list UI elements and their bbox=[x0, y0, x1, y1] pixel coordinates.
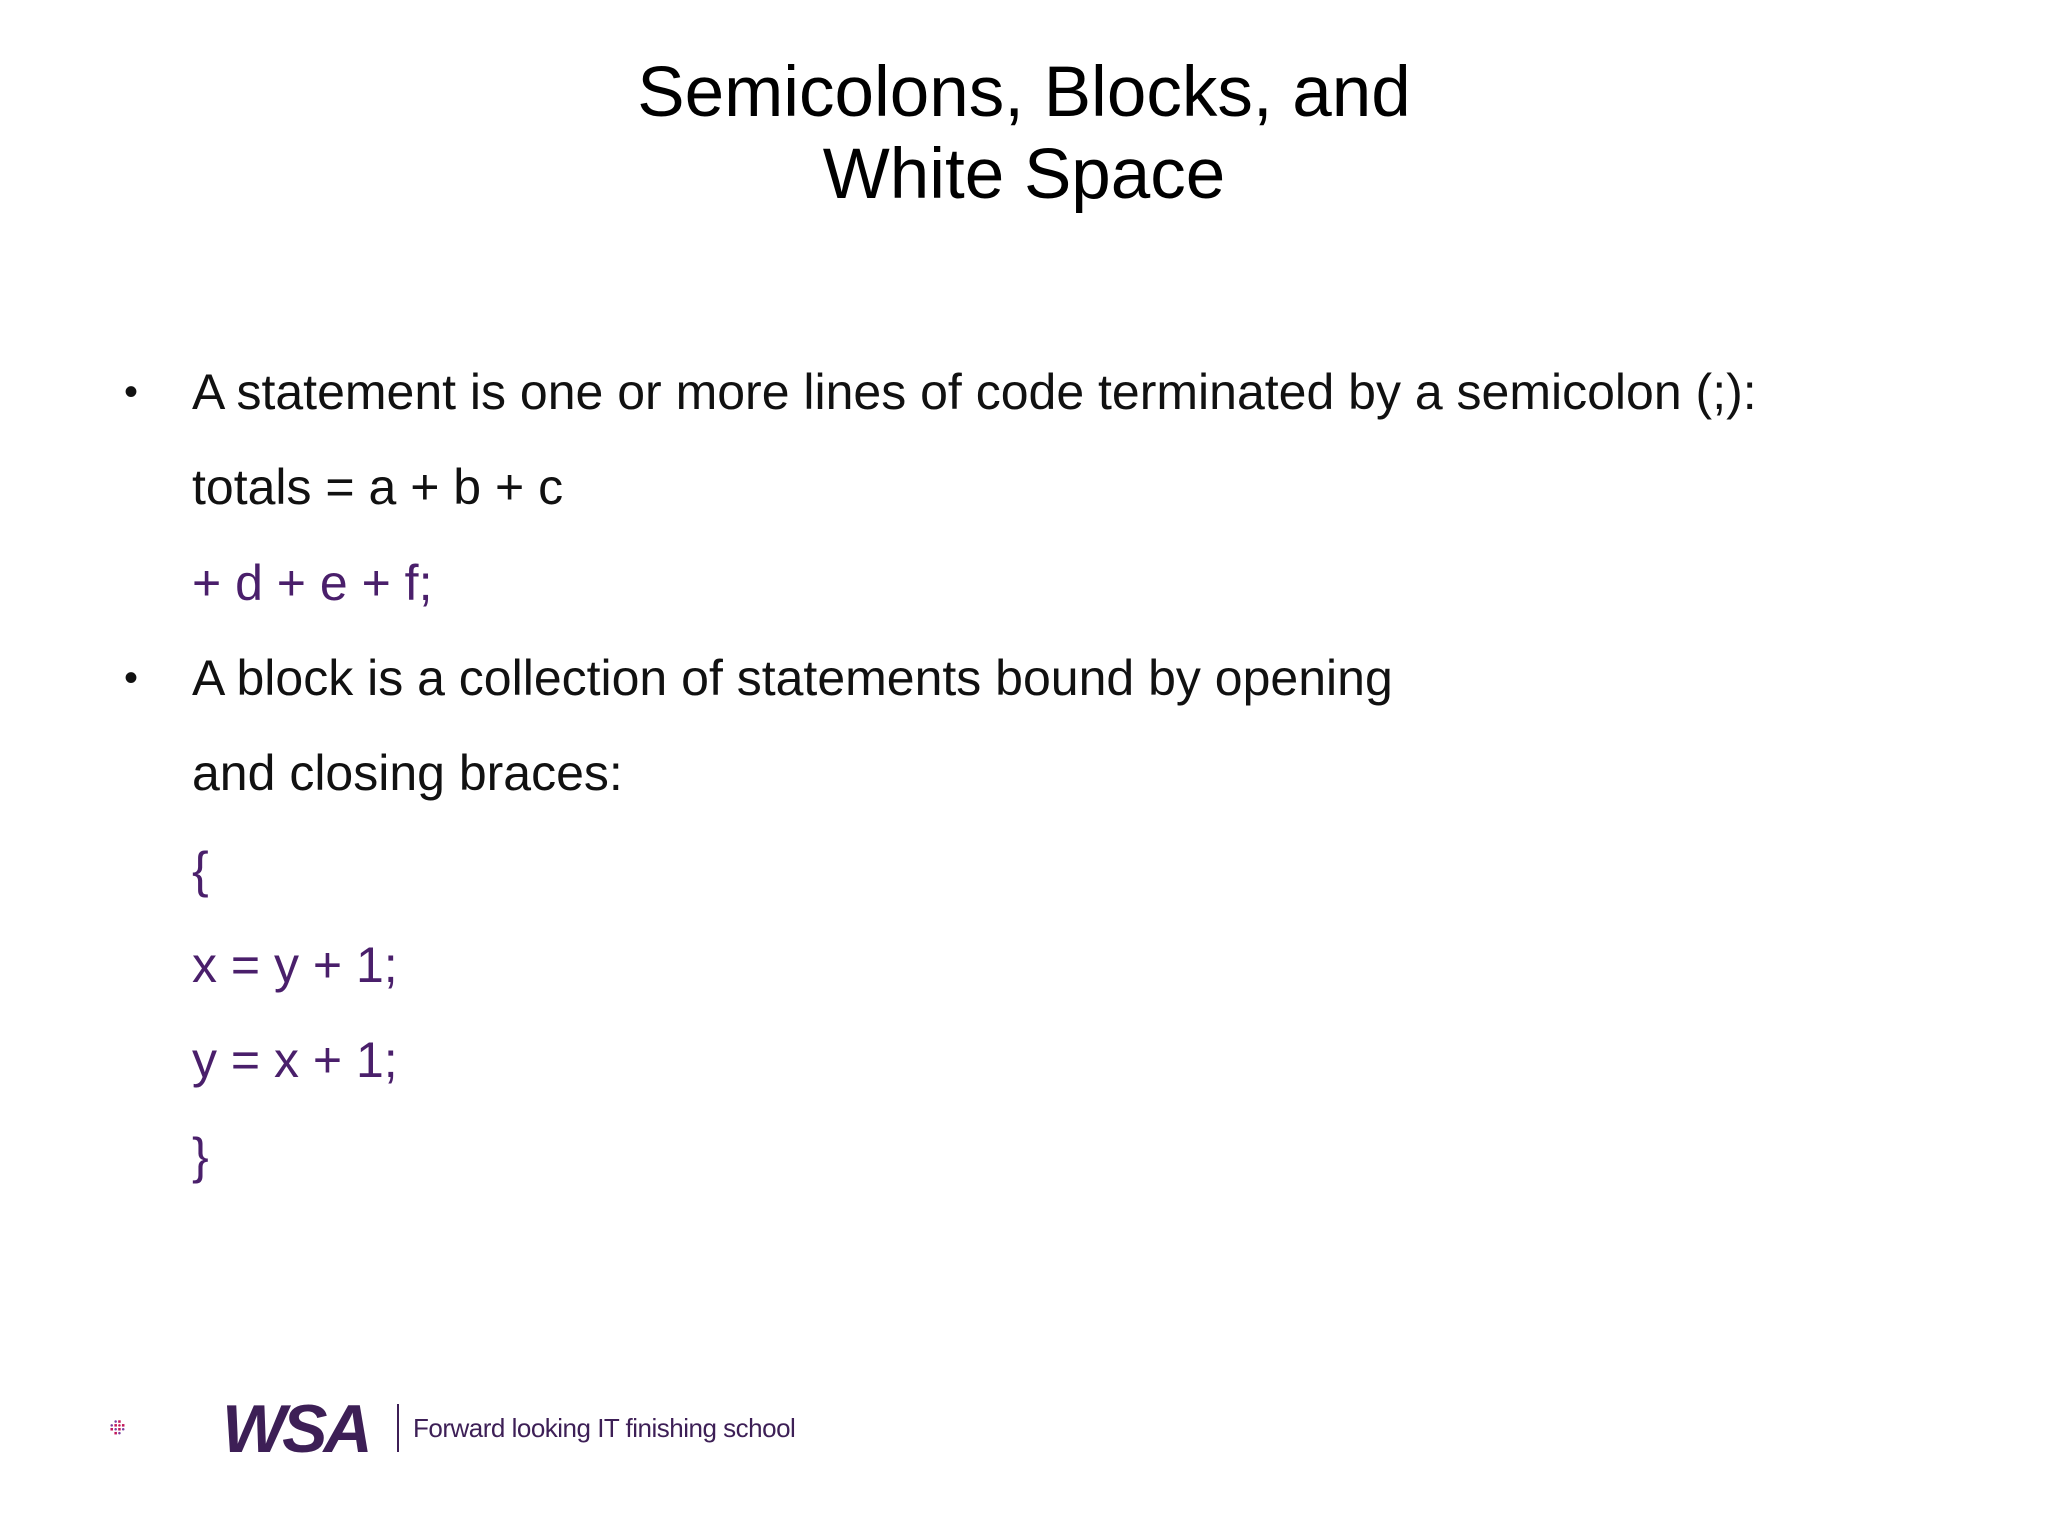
wsa-logo-dots-icon bbox=[110, 1378, 220, 1478]
logo-divider bbox=[397, 1404, 399, 1452]
slide-title bbox=[0, 52, 2048, 216]
code-line-totals: totals = a + b + c bbox=[192, 459, 564, 515]
slide-title-line-1: Semicolons, Blocks, and bbox=[637, 53, 1411, 132]
bullet-marker-1: • bbox=[124, 370, 139, 414]
logo-tagline: Forward looking IT finishing school bbox=[413, 1413, 796, 1443]
slide-title-line-2: White Space bbox=[822, 135, 1226, 214]
code-close-brace: } bbox=[192, 1128, 209, 1184]
bullet-marker-2: • bbox=[124, 656, 139, 700]
wsa-wordmark-text: WSA bbox=[222, 1396, 369, 1462]
bullet-1-text: A statement is one or more lines of code terminated by a semicolon (;): bbox=[192, 364, 1757, 420]
code-line-continuation: + d + e + f; bbox=[192, 555, 433, 611]
bullet-2-text-line-2: and closing braces: bbox=[192, 745, 623, 801]
bullet-2-text-line-1: A block is a collection of statements bound by opening bbox=[192, 650, 1393, 706]
code-line-x: x = y + 1; bbox=[192, 937, 398, 993]
code-line-y: y = x + 1; bbox=[192, 1032, 398, 1088]
code-open-brace: { bbox=[192, 842, 209, 898]
wsa-wordmark bbox=[222, 1396, 390, 1462]
